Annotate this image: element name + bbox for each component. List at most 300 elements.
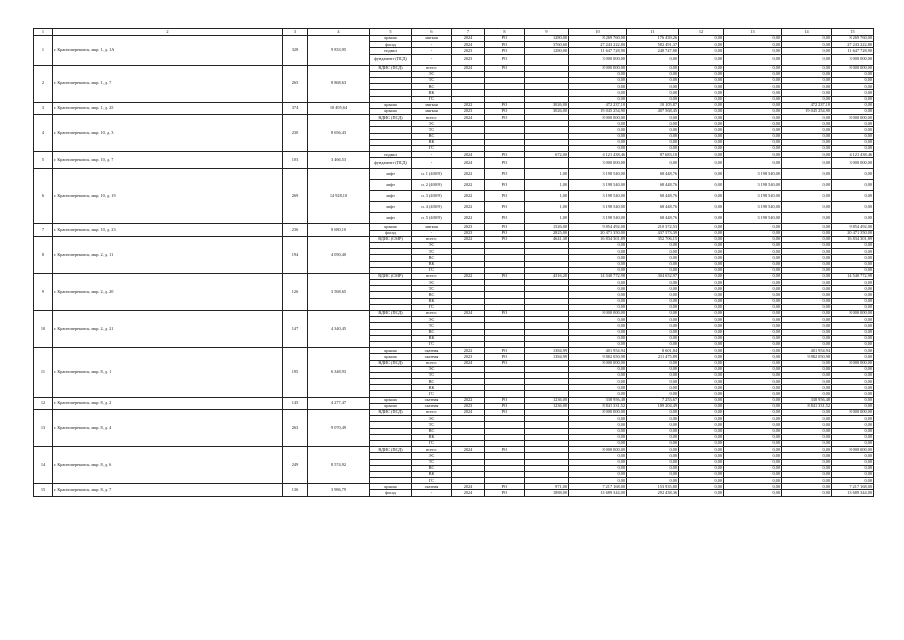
table-cell: 0,00 (679, 42, 724, 48)
table-cell: 352 706,15 (627, 236, 679, 242)
area-cell: 8 868,63 (308, 65, 370, 102)
table-cell: 0,00 (724, 230, 782, 236)
table-cell: п. 3 (400/9) (412, 191, 452, 202)
row-number: 7 (34, 224, 53, 236)
table-cell: 0,00 (679, 224, 724, 230)
table-cell: 0,00 (569, 280, 627, 286)
table-cell: 0,00 (832, 133, 874, 139)
table-cell: 0,00 (724, 459, 782, 465)
table-cell: 0,00 (627, 280, 679, 286)
table-cell: ВК (412, 90, 452, 96)
area-cell: 3 986,79 (308, 484, 370, 496)
table-cell: 0,00 (679, 490, 724, 496)
table-cell: - (412, 152, 452, 158)
table-cell: п. 4 (400/9) (412, 202, 452, 213)
table-cell: 0,00 (627, 311, 679, 317)
table-cell: 0,00 (679, 366, 724, 372)
table-cell: 0,00 (679, 410, 724, 416)
table-cell: 0,00 (782, 298, 832, 304)
table-cell: 0,00 (832, 298, 874, 304)
row-number: 1 (34, 36, 53, 66)
table-cell: 0,00 (832, 397, 874, 403)
table-cell: 0,00 (724, 304, 782, 310)
table-cell: 0,00 (832, 434, 874, 440)
table-cell: подвал (370, 152, 412, 158)
table-cell: 0,00 (627, 304, 679, 310)
table-cell: лифт (370, 213, 412, 224)
table-cell: 0,00 (627, 71, 679, 77)
table-cell: ЭС (412, 280, 452, 286)
table-cell: 0,00 (627, 422, 679, 428)
table-cell: 0,00 (832, 267, 874, 273)
table-cell: 0,00 (679, 478, 724, 484)
table-cell: 0,00 (627, 54, 679, 65)
table-cell: 0,00 (679, 77, 724, 83)
table-cell: 0,00 (627, 440, 679, 446)
table-cell: 0,00 (627, 146, 679, 152)
table-cell: 0,00 (679, 397, 724, 403)
table-cell: - (412, 48, 452, 54)
table-cell: 8 000 000,00 (569, 115, 627, 121)
table-cell: 0,00 (782, 385, 832, 391)
table-cell: 0,00 (627, 317, 679, 323)
table-cell: 0,00 (627, 366, 679, 372)
table-cell: РО (485, 54, 525, 65)
table-cell: 0,00 (627, 158, 679, 169)
table-cell: 9 882 050,98 (569, 354, 627, 360)
table-cell: п. 1 (400/9) (412, 169, 452, 180)
table-cell: РО (485, 447, 525, 453)
address-cell: г. Красноперекопск, мкр. 8, д. 1 (53, 348, 283, 398)
table-cell: 1888,00 (525, 490, 569, 496)
table-cell: 0,00 (569, 335, 627, 341)
address-cell: г. Красноперекопск, мкр. 2, д. 21 (53, 311, 283, 348)
table-cell: 8 841 331,52 (782, 403, 832, 409)
table-cell: 0,00 (569, 249, 627, 255)
apartments-cell: 145 (283, 397, 308, 409)
apartments-cell: 374 (283, 102, 308, 114)
table-cell: ГС (412, 267, 452, 273)
table-cell: 0,00 (679, 65, 724, 71)
table-cell: 2023 (452, 108, 485, 114)
header-cell: 14 (782, 29, 832, 36)
table-cell: 8 841 331,52 (569, 403, 627, 409)
table-cell: 2024 (452, 42, 485, 48)
table-cell: 0,00 (724, 311, 782, 317)
table-cell: 0,00 (832, 416, 874, 422)
table-cell: крыша (370, 484, 412, 490)
table-cell: 27 243 222,80 (832, 42, 874, 48)
table-cell: 0,00 (724, 490, 782, 496)
table-cell: 0,00 (832, 213, 874, 224)
table-cell: 0,00 (627, 115, 679, 121)
table-cell: 0,00 (724, 121, 782, 127)
table-cell: 0,00 (679, 102, 724, 108)
table-cell: 0,00 (832, 478, 874, 484)
apartments-cell: 328 (283, 36, 308, 66)
table-cell: 0,00 (724, 84, 782, 90)
table-cell: всего: (412, 410, 452, 416)
table-cell: ВС (412, 84, 452, 90)
table-cell: РО (485, 397, 525, 403)
table-cell: 0,00 (782, 311, 832, 317)
table-cell (525, 158, 569, 169)
row-number: 5 (34, 152, 53, 169)
table-cell: 0,00 (569, 341, 627, 347)
table-cell: 0,00 (679, 280, 724, 286)
table-row (34, 169, 874, 180)
table-cell: 0,00 (782, 48, 832, 54)
address-cell: г. Красноперекопск, мкр. 2, д. 11 (53, 236, 283, 273)
table-cell: ВК (412, 434, 452, 440)
table-cell: ТС (412, 249, 452, 255)
table-cell: ЭС (412, 453, 452, 459)
table-cell: 0,00 (832, 459, 874, 465)
table-cell: 0,00 (832, 292, 874, 298)
table-cell: 0,00 (627, 341, 679, 347)
table-cell: лифт (370, 169, 412, 180)
address-cell: г. Красноперекопск, мкр. 8, д. 7 (53, 484, 283, 496)
table-cell: 0,00 (782, 410, 832, 416)
table-cell: РО (485, 42, 525, 48)
table-cell: 0,00 (679, 133, 724, 139)
table-cell: 2024 (452, 152, 485, 158)
table-cell: 0,00 (782, 146, 832, 152)
table-cell: РО (485, 152, 525, 158)
table-cell: 0,00 (724, 447, 782, 453)
table-cell: 0,00 (724, 348, 782, 354)
address-cell: г. Красноперекопск, мкр. 1, д. 1А (53, 36, 283, 66)
table-cell: ГС (412, 96, 452, 102)
table-cell: 0,00 (782, 202, 832, 213)
table-cell: всего: (412, 65, 452, 71)
table-cell: 0,00 (569, 71, 627, 77)
table-cell: ЭС (412, 121, 452, 127)
table-cell: 0,00 (569, 372, 627, 378)
table-cell: 0,00 (724, 224, 782, 230)
table-cell: 2024 (452, 447, 485, 453)
table-cell: 0,00 (724, 286, 782, 292)
table-cell: ТС (412, 372, 452, 378)
table-cell: 0,00 (679, 158, 724, 169)
table-cell: 0,00 (679, 54, 724, 65)
table-cell: 0,00 (782, 292, 832, 298)
table-cell: 1384,99 (525, 354, 569, 360)
table-cell: 0,00 (679, 180, 724, 191)
table-cell: 0,00 (782, 447, 832, 453)
table-cell: 1,00 (525, 191, 569, 202)
table-cell: 0,00 (569, 422, 627, 428)
table-cell: п. 5 (400/9) (412, 213, 452, 224)
table-cell: 0,00 (724, 102, 782, 108)
table-cell: 0,00 (569, 478, 627, 484)
table-cell: ВДИС (ПСД) (370, 360, 412, 366)
table-cell: ВДИС (ПСД) (370, 65, 412, 71)
table-cell: 0,00 (724, 484, 782, 490)
table-cell: 0,00 (569, 242, 627, 248)
table-cell: 0,00 (724, 77, 782, 83)
table-cell: 0,00 (569, 298, 627, 304)
table-cell: 0,00 (724, 440, 782, 446)
table-cell: 13 689 344,00 (569, 490, 627, 496)
table-cell: 0,00 (679, 323, 724, 329)
table-cell: ГС (412, 391, 452, 397)
table-cell: ЭС (412, 317, 452, 323)
table-cell: 153 935,80 (627, 484, 679, 490)
table-cell: мягкая (412, 36, 452, 42)
table-cell: 0,00 (569, 267, 627, 273)
table-cell: 0,00 (724, 403, 782, 409)
table-cell: ВК (412, 385, 452, 391)
table-cell: 3026,00 (525, 102, 569, 108)
table-cell: 0,00 (782, 366, 832, 372)
table-cell: 2024 (452, 115, 485, 121)
table-cell: 0,00 (679, 115, 724, 121)
table-cell: 0,00 (782, 280, 832, 286)
table-cell: 0,00 (724, 273, 782, 279)
table-cell: 0,00 (679, 191, 724, 202)
table-cell: 0,00 (679, 108, 724, 114)
table-cell: мягкая (412, 102, 452, 108)
table-cell: 0,00 (679, 440, 724, 446)
area-cell: 14 928,10 (308, 169, 370, 224)
table-cell: 0,00 (782, 152, 832, 158)
table-cell: 1526,00 (525, 224, 569, 230)
table-cell: 0,00 (569, 453, 627, 459)
table-cell: лифт (370, 191, 412, 202)
table-cell: - (412, 158, 452, 169)
table-cell: 0,00 (832, 329, 874, 335)
table-cell: 0,00 (627, 90, 679, 96)
table-cell: ГС (412, 146, 452, 152)
table-cell: крыша (370, 397, 412, 403)
table-cell: ВДИС (СМР) (370, 273, 412, 279)
table-cell: 0,00 (627, 298, 679, 304)
table-cell: РО (485, 348, 525, 354)
table-cell: 0,00 (782, 236, 832, 242)
table-cell: 0,00 (832, 261, 874, 267)
table-cell: ВДИС (ПСД) (370, 410, 412, 416)
table-cell: 971,00 (525, 484, 569, 490)
table-cell: 0,00 (832, 77, 874, 83)
table-cell: 0,00 (724, 139, 782, 145)
table-cell: 0,00 (679, 121, 724, 127)
table-cell: 0,00 (782, 139, 832, 145)
table-cell: 0,00 (627, 121, 679, 127)
table-cell: 0,00 (724, 65, 782, 71)
header-cell: 4 (308, 29, 370, 36)
area-cell: 4 340,45 (308, 311, 370, 348)
table-cell: 0,00 (782, 249, 832, 255)
table-cell: РО (485, 354, 525, 360)
table-cell: 0,00 (569, 471, 627, 477)
table-cell: 7 217 168,00 (569, 484, 627, 490)
table-cell: 0,00 (782, 478, 832, 484)
table-cell: 0,00 (782, 360, 832, 366)
table-cell: лифт (370, 180, 412, 191)
table-cell: 0,00 (627, 249, 679, 255)
table-cell: 2023 (452, 54, 485, 65)
table-cell: ВДИС (СМР) (370, 236, 412, 242)
table-cell: ГС (412, 440, 452, 446)
table-cell: 0,00 (724, 108, 782, 114)
table-cell: 9 854 492,00 (569, 224, 627, 230)
table-cell: 68 448,76 (627, 180, 679, 191)
table-cell: 2022 (452, 180, 485, 191)
table-cell: 2023 (452, 354, 485, 360)
table-cell: 0,00 (832, 191, 874, 202)
table-cell: 0,00 (782, 422, 832, 428)
table-cell: 8 601,84 (627, 348, 679, 354)
table-cell: 2022 (452, 202, 485, 213)
apartments-cell: 126 (283, 273, 308, 310)
table-cell: 0,00 (569, 416, 627, 422)
table-cell: 0,00 (782, 77, 832, 83)
table-cell: 0,00 (679, 391, 724, 397)
table-cell: 0,00 (569, 434, 627, 440)
table-cell: 8 000 000,00 (569, 65, 627, 71)
table-cell: 0,00 (679, 213, 724, 224)
apartments-cell: 195 (283, 348, 308, 398)
table-cell: 0,00 (679, 96, 724, 102)
table-cell: 1,00 (525, 169, 569, 180)
header-cell: 9 (525, 29, 569, 36)
table-cell: ВС (412, 465, 452, 471)
table-cell: РО (485, 36, 525, 42)
table-cell: 0,00 (569, 255, 627, 261)
row-number: 8 (34, 236, 53, 273)
header-cell: 10 (569, 29, 627, 36)
table-cell: 1280,00 (525, 48, 569, 54)
table-cell: 0,00 (724, 280, 782, 286)
table-cell: 0,00 (832, 255, 874, 261)
table-cell: 19 045 254,90 (569, 108, 627, 114)
table-cell (525, 54, 569, 65)
table-cell: 0,00 (832, 242, 874, 248)
table-cell: 0,00 (569, 440, 627, 446)
table-cell: 0,00 (569, 261, 627, 267)
table-cell: ВК (412, 335, 452, 341)
table-cell: 0,00 (627, 335, 679, 341)
table-cell: 8 000 000,00 (832, 311, 874, 317)
table-cell: 0,00 (679, 127, 724, 133)
table-cell: 0,00 (782, 121, 832, 127)
table-cell: 3 198 540,00 (724, 202, 782, 213)
table-cell: 1384,99 (525, 348, 569, 354)
table-cell: 0,00 (679, 317, 724, 323)
address-cell: г. Красноперекопск, мкр. 10, д. 23 (53, 224, 283, 236)
table-cell: 0,00 (782, 490, 832, 496)
table-cell: 2024 (452, 158, 485, 169)
capital-repair-table (33, 28, 874, 497)
table-cell: крыша (370, 36, 412, 42)
table-cell: 401 954,94 (569, 348, 627, 354)
table-cell: 0,00 (569, 459, 627, 465)
table-cell: 0,00 (782, 65, 832, 71)
header-cell: 7 (452, 29, 485, 36)
table-cell: 0,00 (627, 267, 679, 273)
table-cell: ТС (412, 77, 452, 83)
table-cell: 2024 (452, 360, 485, 366)
table-cell: 0,00 (724, 267, 782, 273)
table-cell: 8 000 000,00 (832, 447, 874, 453)
table-cell: ВС (412, 329, 452, 335)
table-cell: 0,00 (832, 348, 874, 354)
table-cell: 0,00 (782, 323, 832, 329)
table-cell: РО (485, 484, 525, 490)
table-cell: 0,00 (679, 403, 724, 409)
header-cell: 13 (724, 29, 782, 36)
table-cell: 0,00 (832, 84, 874, 90)
table-cell: 3 198 540,00 (569, 169, 627, 180)
table-cell: 9 882 050,98 (782, 354, 832, 360)
address-cell: г. Красноперекопск, мкр. 10, д. 19 (53, 169, 283, 224)
table-cell: 3 198 540,00 (569, 191, 627, 202)
table-cell: 8 000 000,00 (569, 447, 627, 453)
table-cell: 0,00 (724, 329, 782, 335)
table-cell: 0,00 (627, 133, 679, 139)
table-cell: 0,00 (569, 385, 627, 391)
table-cell: 0,00 (627, 360, 679, 366)
table-cell: 8 000 000,00 (569, 360, 627, 366)
table-cell: крыша (370, 224, 412, 230)
table-cell: РО (485, 115, 525, 121)
apartments-cell: 236 (283, 224, 308, 236)
table-cell: 0,00 (782, 391, 832, 397)
table-cell: 3026,00 (525, 108, 569, 114)
table-cell: 2024 (452, 36, 485, 42)
table-cell: 0,00 (724, 146, 782, 152)
table-cell: 0,00 (627, 329, 679, 335)
table-cell: 210 372,53 (627, 224, 679, 230)
table-cell: 0,00 (627, 65, 679, 71)
table-cell: 0,00 (679, 169, 724, 180)
address-cell: г. Красноперекопск, мкр. 1, д. 7 (53, 65, 283, 102)
table-cell: 4641,38 (525, 236, 569, 242)
table-cell: 0,00 (832, 453, 874, 459)
table-cell: 0,00 (782, 379, 832, 385)
table-cell: 0,00 (627, 391, 679, 397)
table-cell: 0,00 (782, 341, 832, 347)
row-number: 13 (34, 410, 53, 447)
area-cell: 9 070,49 (308, 410, 370, 447)
apartments-cell: 265 (283, 65, 308, 102)
table-cell: 0,00 (627, 416, 679, 422)
table-cell: ГС (412, 304, 452, 310)
table-cell: 4 121 438,46 (569, 152, 627, 158)
table-cell: 8 000 000,00 (569, 311, 627, 317)
table-cell: 0,00 (832, 403, 874, 409)
table-cell: 0,00 (679, 341, 724, 347)
table-cell: ГС (412, 341, 452, 347)
table-cell: 13 689 344,00 (832, 490, 874, 496)
table-cell: 0,00 (627, 255, 679, 261)
table-cell: фундамент (ПСД) (370, 54, 412, 65)
table-cell: 0,00 (724, 385, 782, 391)
table-cell: 0,00 (679, 236, 724, 242)
table-cell: 0,00 (679, 453, 724, 459)
table-cell: 2024 (452, 484, 485, 490)
table-cell: всего: (412, 360, 452, 366)
table-cell: 0,00 (627, 478, 679, 484)
table-cell: 211 475,89 (627, 354, 679, 360)
table-cell: 3 000 000,00 (569, 54, 627, 65)
area-cell: 9 833,95 (308, 36, 370, 66)
table-cell: ВК (412, 139, 452, 145)
table-cell: 0,00 (724, 335, 782, 341)
header-row (34, 29, 874, 36)
table-cell: 189 204,49 (627, 403, 679, 409)
